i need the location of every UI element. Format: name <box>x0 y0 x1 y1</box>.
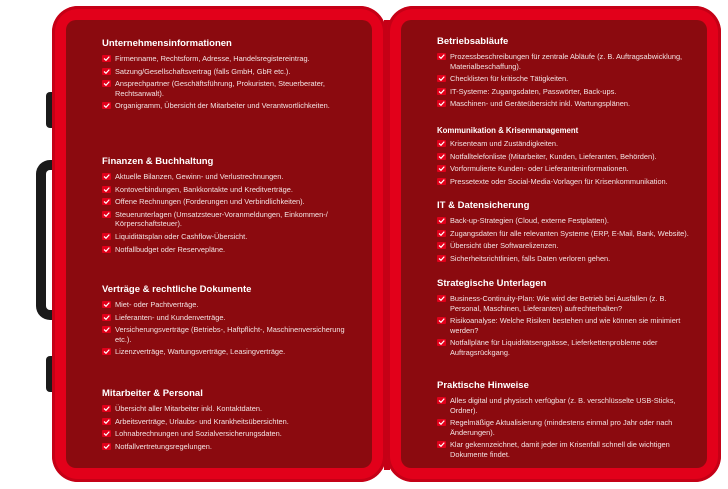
checkmark-icon <box>102 233 111 240</box>
list-item: Ansprechpartner (Geschäftsführung, Prokuristen, Steuerberater, Rechtsanwalt). <box>102 79 358 98</box>
list-item: Klar gekennzeichnet, damit jeder im Krisenfall schnell die wichtigen Dokumente findet. <box>437 440 693 459</box>
checkmark-icon <box>102 301 111 308</box>
list-item: Lohnabrechnungen und Sozialversicherungsdaten. <box>102 429 358 439</box>
list-item: Risikoanalyse: Welche Risiken bestehen und wie können sie minimiert werden? <box>437 316 693 335</box>
checkmark-icon <box>102 314 111 321</box>
case-left-half <box>52 6 386 482</box>
section-mitarbeiter-personal <box>102 388 358 454</box>
checkmark-icon <box>437 242 446 249</box>
item-list <box>102 300 358 357</box>
list-item: Checklisten für kritische Tätigkeiten. <box>437 74 693 84</box>
list-item: Offene Rechnungen (Forderungen und Verbindlichkeiten). <box>102 197 358 207</box>
list-item: Notfalltelefonliste (Mitarbeiter, Kunden, Lieferanten, Behörden). <box>437 152 693 162</box>
item-list <box>102 404 358 451</box>
checkmark-icon <box>102 246 111 253</box>
item-list <box>437 216 693 263</box>
right-panel <box>401 20 707 468</box>
item-list <box>437 396 693 460</box>
list-item: Business-Continuity-Plan: Wie wird der Betrieb bei Ausfällen (z. B. Personal, Maschinen, Lieferanten) aufrechterhalten? <box>437 294 693 313</box>
list-item: Firmenname, Rechtsform, Adresse, Handelsregistereintrag. <box>102 54 358 64</box>
checkmark-icon <box>102 443 111 450</box>
list-item: Kontoverbindungen, Bankkontakte und Kreditverträge. <box>102 185 358 195</box>
list-item: Pressetexte oder Social-Media-Vorlagen für Krisenkommunikation. <box>437 177 693 187</box>
checkmark-icon <box>437 165 446 172</box>
section-it-datensicherung <box>437 200 693 266</box>
checkmark-icon <box>102 186 111 193</box>
checkmark-icon <box>102 55 111 62</box>
list-item: Übersicht über Softwarelizenzen. <box>437 241 693 251</box>
checkmark-icon <box>102 80 111 87</box>
list-item: Zugangsdaten für alle relevanten Systeme (ERP, E-Mail, Bank, Website). <box>437 229 693 239</box>
checkmark-icon <box>437 140 446 147</box>
checkmark-icon <box>437 397 446 404</box>
case-right-half <box>387 6 721 482</box>
checkmark-icon <box>102 430 111 437</box>
section-kommunikation-krisenmanagement <box>437 126 693 189</box>
checkmark-icon <box>437 419 446 426</box>
list-item: Liquiditätsplan oder Cashflow-Übersicht. <box>102 232 358 242</box>
section-betriebsablaeufe <box>437 36 693 112</box>
section-praktische-hinweise <box>437 380 693 463</box>
list-item: Übersicht aller Mitarbeiter inkl. Kontaktdaten. <box>102 404 358 414</box>
list-item: Aktuelle Bilanzen, Gewinn- und Verlustrechnungen. <box>102 172 358 182</box>
checkmark-icon <box>437 255 446 262</box>
section-vertraege-dokumente <box>102 284 358 360</box>
item-list <box>437 52 693 109</box>
list-item: Back-up-Strategien (Cloud, externe Festplatten). <box>437 216 693 226</box>
section-title: Strategische Unterlagen <box>437 278 547 289</box>
list-item: Sicherheitsrichtlinien, falls Daten verloren gehen. <box>437 254 693 264</box>
checkmark-icon <box>437 230 446 237</box>
checkmark-icon <box>437 153 446 160</box>
list-item: Versicherungsverträge (Betriebs-, Haftpflicht-, Maschinenversicherung etc.). <box>102 325 358 344</box>
item-list <box>102 172 358 254</box>
section-finanzen-buchhaltung <box>102 156 358 257</box>
checkmark-icon <box>437 53 446 60</box>
checkmark-icon <box>437 88 446 95</box>
list-item: Organigramm, Übersicht der Mitarbeiter und Verantwortlichkeiten. <box>102 101 358 111</box>
item-list <box>102 54 358 111</box>
list-item: Regelmäßige Aktualisierung (mindestens einmal pro Jahr oder nach Änderungen). <box>437 418 693 437</box>
section-unternehmensinformationen <box>102 38 358 114</box>
item-list <box>437 294 693 358</box>
item-list <box>437 139 693 186</box>
section-title: Mitarbeiter & Personal <box>102 388 203 399</box>
checkmark-icon <box>437 217 446 224</box>
checkmark-icon <box>437 100 446 107</box>
section-title: Verträge & rechtliche Dokumente <box>102 284 252 295</box>
section-title: IT & Datensicherung <box>437 200 530 211</box>
list-item: Notfallbudget oder Reservepläne. <box>102 245 358 255</box>
checkmark-icon <box>437 441 446 448</box>
list-item: Lizenzverträge, Wartungsverträge, Leasingverträge. <box>102 347 358 357</box>
list-item: Notfallpläne für Liquiditätsengpässe, Lieferkettenprobleme oder Auftragsrückgang. <box>437 338 693 357</box>
checkmark-icon <box>102 173 111 180</box>
section-title: Kommunikation & Krisenmanagement <box>437 126 579 135</box>
list-item: IT-Systeme: Zugangsdaten, Passwörter, Back-ups. <box>437 87 693 97</box>
checkmark-icon <box>437 317 446 324</box>
list-item: Steuerunterlagen (Umsatzsteuer-Voranmeldungen, Einkommen-/ Körperschaftsteuer). <box>102 210 358 229</box>
list-item: Lieferanten- und Kundenverträge. <box>102 313 358 323</box>
checkmark-icon <box>102 348 111 355</box>
section-title: Unternehmensinformationen <box>102 38 232 49</box>
section-title: Betriebsabläufe <box>437 36 509 47</box>
checkmark-icon <box>102 326 111 333</box>
checkmark-icon <box>102 418 111 425</box>
checkmark-icon <box>102 102 111 109</box>
checkmark-icon <box>102 68 111 75</box>
checkmark-icon <box>437 75 446 82</box>
list-item: Miet- oder Pachtverträge. <box>102 300 358 310</box>
section-title: Finanzen & Buchhaltung <box>102 156 214 167</box>
checkmark-icon <box>102 211 111 218</box>
list-item: Alles digital und physisch verfügbar (z. B. verschlüsselte USB-Sticks, Ordner). <box>437 396 693 415</box>
list-item: Maschinen- und Geräteübersicht inkl. Wartungsplänen. <box>437 99 693 109</box>
list-item: Vorformulierte Kunden- oder Lieferanteninformationen. <box>437 164 693 174</box>
checkmark-icon <box>102 198 111 205</box>
list-item: Satzung/Gesellschaftsvertrag (falls GmbH, GbR etc.). <box>102 67 358 77</box>
list-item: Arbeitsverträge, Urlaubs- und Krankheitsübersichten. <box>102 417 358 427</box>
checkmark-icon <box>102 405 111 412</box>
section-strategische-unterlagen <box>437 278 693 361</box>
section-title: Praktische Hinweise <box>437 380 529 391</box>
list-item: Prozessbeschreibungen für zentrale Abläufe (z. B. Auftragsabwicklung, Materialbeschaffung). <box>437 52 693 71</box>
checkmark-icon <box>437 339 446 346</box>
list-item: Notfallvertretungsregelungen. <box>102 442 358 452</box>
checkmark-icon <box>437 178 446 185</box>
list-item: Krisenteam und Zuständigkeiten. <box>437 139 693 149</box>
checkmark-icon <box>437 295 446 302</box>
left-panel <box>66 20 372 468</box>
